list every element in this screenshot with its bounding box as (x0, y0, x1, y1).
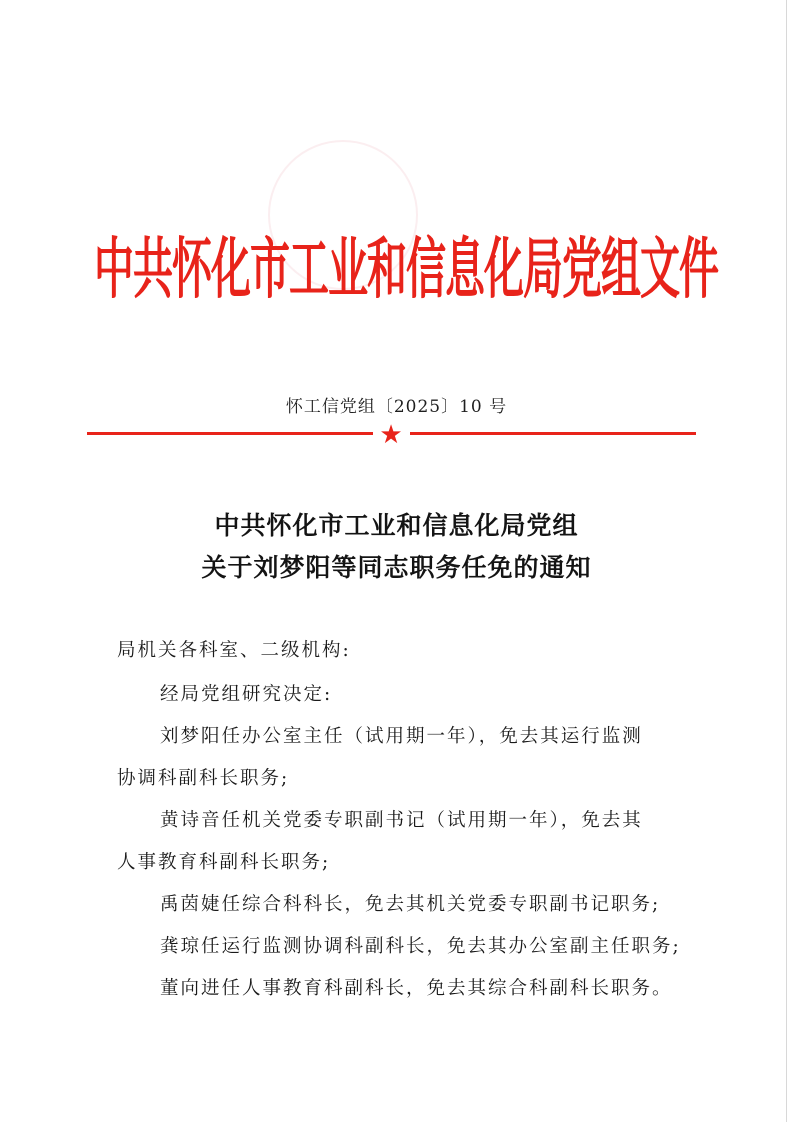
appointment-item-2-line-2: 人事教育科副科长职务; (117, 852, 331, 873)
appointment-item-1-line-1: 刘梦阳任办公室主任（试用期一年），免去其运行监测 (160, 726, 643, 747)
appointment-item-1-line-2: 协调科副科长职务; (117, 768, 290, 789)
red-rule-right (410, 432, 696, 435)
salutation: 局机关各科室、二级机构: (117, 640, 351, 661)
red-header-masthead: 中共怀化市工业和信息化局党组文件 (94, 232, 718, 308)
appointment-item-3: 禹茵婕任综合科科长，免去其机关党委专职副书记职务; (160, 894, 661, 915)
red-rule-left (87, 432, 373, 435)
intro-line: 经局党组研究决定: (160, 684, 333, 705)
notice-title-line-1: 中共怀化市工业和信息化局党组 (214, 511, 579, 540)
appointment-item-5: 董向进任人事教育科副科长，免去其综合科副科长职务。 (160, 978, 673, 999)
appointment-item-4: 龚琼任运行监测协调科副科长，免去其办公室副主任职务; (160, 936, 681, 957)
red-star-icon: ★ (379, 420, 403, 450)
appointment-item-2-line-1: 黄诗音任机关党委专职副书记（试用期一年），免去其 (160, 810, 643, 831)
notice-title-line-2: 关于刘梦阳等同志职务任免的通知 (201, 553, 592, 582)
document-number: 怀工信党组〔2025〕10 号 (285, 397, 508, 417)
